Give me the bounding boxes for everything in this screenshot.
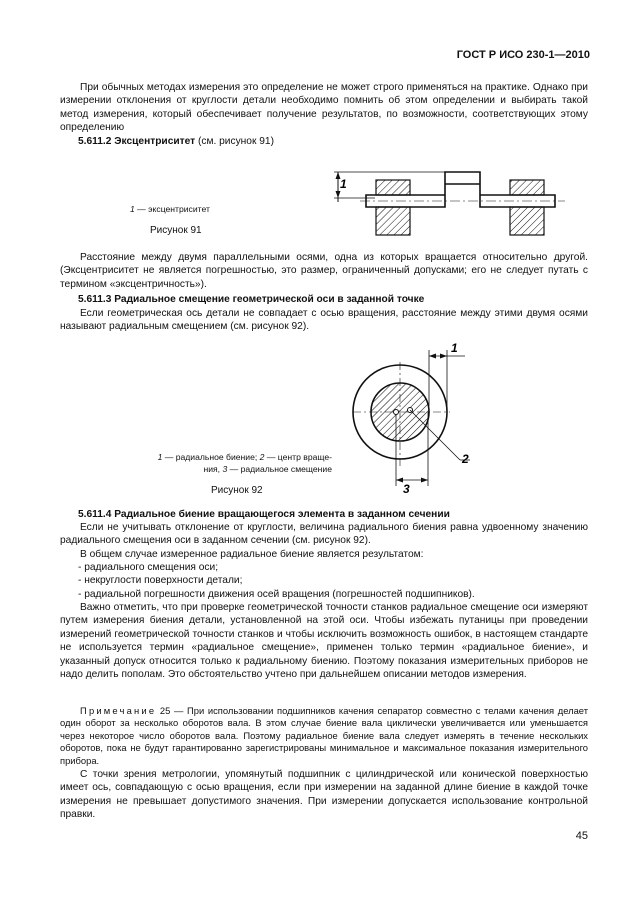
section-title: 5.611.2 Эксцентриситет xyxy=(78,136,196,147)
note-text: — При использовании подшипников качения сепаратор совместно с телами качения делает один оборот за несколько оборотов вала. В этом случае биение вала циклически увеличивается или уменьшается через некоторое число оборотов вала. Поэтому радиальное биение вала следует измерять в течение нескольких оборотов, пока не будут гарантированно зарегистрированы минимальное и максимальное показания измерительного прибора. xyxy=(60,705,588,766)
rotation-center xyxy=(394,410,399,415)
legend-number: 2 xyxy=(259,452,265,462)
note-label: Примечание xyxy=(80,705,157,716)
legend-line-2 xyxy=(112,463,332,475)
legend-text: — радиальное смещение xyxy=(227,464,332,474)
left-bearing-upper xyxy=(376,180,410,195)
runout-paragraph-1: Если не учитывать отклонение от круглости, величина радиального биения равна удвоенному значению радиального смещения оси в заданном сечении (см. рисунок 92). xyxy=(60,522,588,547)
note-25 xyxy=(60,705,588,767)
legend-text: — радиальное биение; xyxy=(162,452,260,462)
page-number: 45 xyxy=(575,830,588,842)
figure-92-label-2: 2 xyxy=(462,452,469,466)
document-id: ГОСТ Р ИСО 230-1—2010 xyxy=(456,49,590,61)
legend-number: 1 xyxy=(130,204,135,214)
figure-92-legend xyxy=(112,451,332,475)
figure-91-legend xyxy=(130,203,210,215)
legend-text: — эксцентриситет xyxy=(134,204,210,214)
figure-92-caption: Рисунок 92 xyxy=(211,485,263,496)
right-bearing-upper xyxy=(510,180,544,195)
important-paragraph: Важно отметить, что при проверке геометрической точности станков радиальное смещение оси измеряют путем измерения биения детали, установленной на этой оси. Чтобы избежать путаницы при проведении измерений геометрической точности станков и чтобы исключить возможность ошибок, в настоящем стандарте не используется термин «радиальное смещение», применен только термин «радиальное биение», и указанный допуск относится только к радиальному биению. Поэтому показания измерительных приборов не надо делить пополам. Это обстоятельство учтено при дальнейшем описании методов измерения. xyxy=(60,602,588,681)
figure-91-eccentricity-drawing xyxy=(320,160,580,246)
legend-number: 3 xyxy=(222,464,228,474)
list-item: - радиальной погрешности движения осей вращения (погрешностей подшипников). xyxy=(78,588,475,600)
section-heading-radial-runout: 5.611.4 Радиальное биение вращающегося элемента в заданном сечении xyxy=(78,509,450,520)
intro-paragraph: При обычных методах измерения это определение не может строго применяться на практике. Однако при измерении отклонения от круглости детали необходимо помнить об этом определении и выбирать такой метод измерения, который обеспечивает получение результатов, по возможности, соответствующих этому определению xyxy=(60,82,588,134)
right-bearing-lower xyxy=(510,207,544,235)
eccentricity-definition: Расстояние между двумя параллельными осями, одна из которых вращается относительно другой. (Эксцентриситет не является погрешностью, это размер, ограниченный допусками; его не следует путать с термином «эксцентричность»). xyxy=(60,252,588,290)
legend-number: 1 xyxy=(157,452,163,462)
radial-displacement-paragraph: Если геометрическая ось детали не совпадает с осью вращения, расстояние между этими двумя осями называют радиальным смещением (см. рисунок 92). xyxy=(60,308,588,333)
legend-text: ния, xyxy=(203,464,223,474)
section-heading-eccentricity xyxy=(78,135,588,148)
legend-line-1 xyxy=(112,451,332,463)
note-number: 25 xyxy=(156,705,171,716)
left-bearing-lower xyxy=(376,207,410,235)
list-item: - радиального смещения оси; xyxy=(78,562,219,573)
figure-reference: (см. рисунок 91) xyxy=(195,136,274,147)
figure-91-caption: Рисунок 91 xyxy=(150,225,202,236)
list-item: - некруглости поверхности детали; xyxy=(78,575,243,587)
figure-91-callout: 1 xyxy=(340,177,347,191)
metrology-paragraph: С точки зрения метрологии, упомянутый подшипник с цилиндрической или конической поверхностью имеет ось, совпадающую с осью вращения, если при измерении на заданной длине биение в каждой точке измерения не превышает допустимого значения. При измерении допускается использование контрольной правки. xyxy=(60,769,588,821)
figure-92-label-1: 1 xyxy=(451,341,458,355)
section-heading-radial-displacement: 5.611.3 Радиальное смещение геометрической оси в заданной точке xyxy=(78,294,425,305)
figure-92-runout-drawing xyxy=(340,336,480,498)
legend-text: — центр враще- xyxy=(264,452,332,462)
runout-causes-list xyxy=(78,561,588,601)
runout-paragraph-2: В общем случае измеренное радиальное биение является результатом: xyxy=(80,549,424,560)
figure-92-label-3: 3 xyxy=(403,482,410,496)
